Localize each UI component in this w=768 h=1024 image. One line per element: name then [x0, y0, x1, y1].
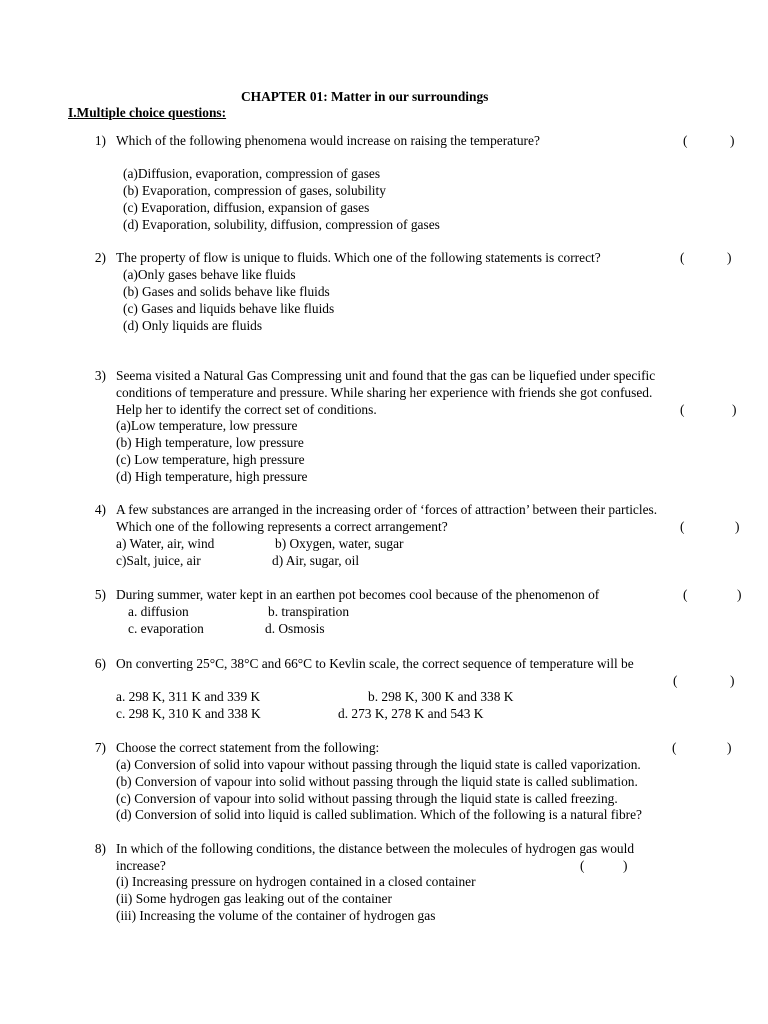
question-8-option-iii: (iii) Increasing the volume of the container of hydrogen gas [116, 908, 436, 923]
question-4-option-c: c)Salt, juice, air [116, 553, 201, 568]
question-6-option-c: c. 298 K, 310 K and 338 K [116, 706, 261, 721]
question-2-option-c: (c) Gases and liquids behave like fluids [123, 301, 335, 316]
question-5-option-a: a. diffusion [128, 604, 189, 619]
question-8-number: 8) [94, 841, 106, 856]
question-7-option-b: (b) Conversion of vapour into solid without passing through the liquid state is called sublimation. [116, 774, 638, 789]
question-3-text-line-1: Seema visited a Natural Gas Compressing unit and found that the gas can be liquefied under specific [116, 368, 656, 383]
question-6-number: 6) [94, 656, 106, 671]
question-6-option-d: d. 273 K, 278 K and 543 K [338, 706, 484, 721]
question-4-option-b: b) Oxygen, water, sugar [275, 536, 404, 551]
question-5-text: During summer, water kept in an earthen pot becomes cool because of the phenomenon of [116, 587, 600, 602]
question-1-number: 1) [94, 133, 106, 148]
question-3-bracket-close: ) [732, 402, 737, 417]
question-2-bracket-open: ( [680, 250, 685, 265]
question-2-option-d: (d) Only liquids are fluids [123, 318, 263, 333]
question-7-bracket-close: ) [727, 740, 732, 755]
question-3-text-line-2: conditions of temperature and pressure. While sharing her experience with friends she got confused. [116, 385, 653, 400]
question-6-text: On converting 25°C, 38°C and 66°C to Kevlin scale, the correct sequence of temperature will be [116, 656, 634, 671]
question-1-bracket-close: ) [730, 133, 735, 148]
question-1-option-a: (a)Diffusion, evaporation, compression of gases [123, 166, 381, 181]
question-7-number: 7) [94, 740, 106, 755]
question-7-bracket-open: ( [672, 740, 677, 755]
question-5-option-b: b. transpiration [268, 604, 350, 619]
question-4-option-a: a) Water, air, wind [116, 536, 215, 551]
question-2-option-b: (b) Gases and solids behave like fluids [123, 284, 330, 299]
question-8-option-ii: (ii) Some hydrogen gas leaking out of the container [116, 891, 392, 906]
question-4-bracket-close: ) [735, 519, 740, 534]
question-7-option-a: (a) Conversion of solid into vapour without passing through the liquid state is called vaporization. [116, 757, 641, 772]
question-5-option-c: c. evaporation [128, 621, 204, 636]
question-6-option-b: b. 298 K, 300 K and 338 K [368, 689, 514, 704]
question-7-option-c: (c) Conversion of vapour into solid without passing through the liquid state is called freezing. [116, 791, 618, 806]
question-3-option-b: (b) High temperature, low pressure [116, 435, 304, 450]
page-title: CHAPTER 01: Matter in our surroundings [241, 89, 489, 104]
question-7-option-d: (d) Conversion of solid into liquid is called sublimation. Which of the following is a natural fibre? [116, 807, 642, 822]
question-7-text: Choose the correct statement from the following: [116, 740, 380, 755]
question-5-bracket-close: ) [737, 587, 742, 602]
question-1-bracket-open: ( [683, 133, 688, 148]
question-2-text: The property of flow is unique to fluids. Which one of the following statements is correct? [116, 250, 601, 265]
question-4-bracket-open: ( [680, 519, 685, 534]
question-4-number: 4) [94, 502, 106, 517]
question-3-option-a: (a)Low temperature, low pressure [116, 418, 298, 433]
question-1-option-b: (b) Evaporation, compression of gases, solubility [123, 183, 386, 198]
question-1-text: Which of the following phenomena would increase on raising the temperature? [116, 133, 540, 148]
question-8-option-i: (i) Increasing pressure on hydrogen contained in a closed container [116, 874, 476, 889]
question-3-option-c: (c) Low temperature, high pressure [116, 452, 305, 467]
question-4-option-d: d) Air, sugar, oil [272, 553, 360, 568]
question-2-number: 2) [94, 250, 106, 265]
question-5-bracket-open: ( [683, 587, 688, 602]
question-5-number: 5) [94, 587, 106, 602]
question-2-option-a: (a)Only gases behave like fluids [123, 267, 296, 282]
question-4-text-line-2: Which one of the following represents a correct arrangement? [116, 519, 448, 534]
section-heading: I.Multiple choice questions: [68, 105, 227, 120]
question-5-option-d: d. Osmosis [265, 621, 325, 636]
question-8-text-line-1: In which of the following conditions, the distance between the molecules of hydrogen gas would [116, 841, 635, 856]
question-2-bracket-close: ) [727, 250, 732, 265]
question-6-option-a: a. 298 K, 311 K and 339 K [116, 689, 261, 704]
question-6-bracket-open: ( [673, 673, 678, 688]
question-3-option-d: (d) High temperature, high pressure [116, 469, 308, 484]
question-8-bracket-close: ) [623, 858, 628, 873]
question-3-text-line-3: Help her to identify the correct set of conditions. [116, 402, 377, 417]
question-1-option-c: (c) Evaporation, diffusion, expansion of gases [123, 200, 370, 215]
question-8-text-line-2: increase? [116, 858, 166, 873]
question-3-bracket-open: ( [680, 402, 685, 417]
question-3-number: 3) [94, 368, 106, 383]
question-1-option-d: (d) Evaporation, solubility, diffusion, compression of gases [123, 217, 440, 232]
question-6-bracket-close: ) [730, 673, 735, 688]
question-8-bracket-open: ( [580, 858, 585, 873]
question-4-text-line-1: A few substances are arranged in the increasing order of ‘forces of attraction’ between their particles. [116, 502, 658, 517]
